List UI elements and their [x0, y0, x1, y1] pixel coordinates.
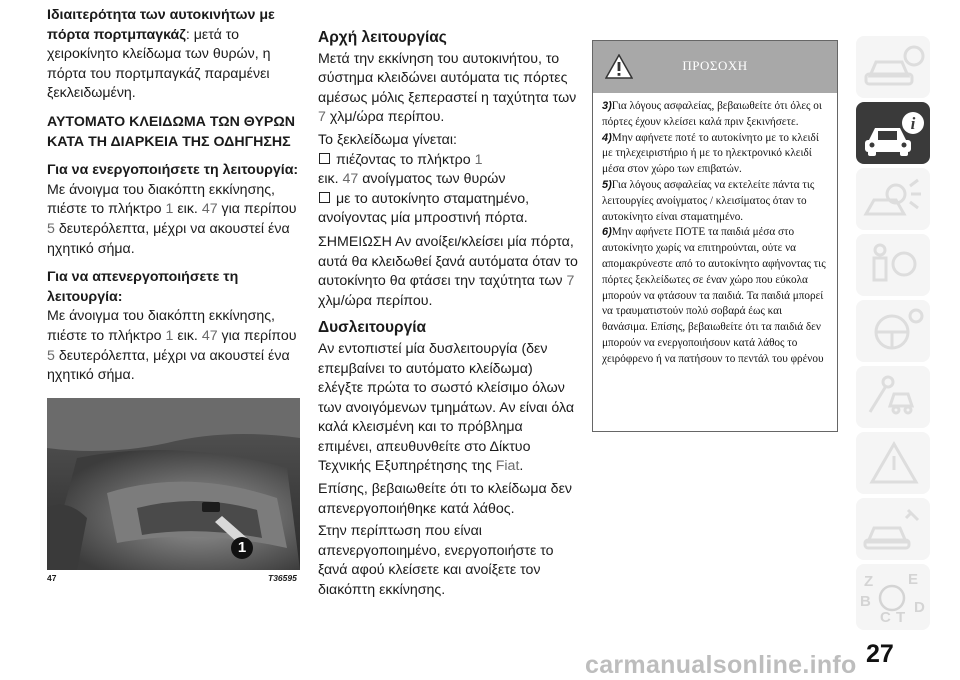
- fault-text: Αν εντοπιστεί μία δυσλειτουργία (δεν επεμβαίνει το αυτόματο κλείδωμα) ελέγξτε πρώτα το σωστό κλείσιμο όλων των ανοιγόμενων τμημάτων. Αν είναι όλα καλά κλεισμένη και το πρόβλημα επιμένει, απευθυνθείτε στο Δίκτυο Τεχνικής Εξυπηρέτησης της Fiat.: [318, 340, 575, 475]
- index-letters-icon: [856, 564, 930, 630]
- section-title: ΑΥΤΟΜΑΤΟ ΚΛΕΙΔΩΜΑ ΤΩΝ ΘΥΡΩΝ ΚΑΤΑ ΤΗ ΔΙΑΡΚΕΙΑ ΤΗΣ ΟΔΗΓΗΣΗΣ: [47, 113, 295, 150]
- check-text: Επίσης, βεβαιωθείτε ότι το κλείδωμα δεν απενεργοποιήθηκε κατά λάθος.: [318, 481, 572, 517]
- middle-column: [318, 28, 580, 601]
- left-column: [47, 6, 299, 386]
- principle-title: Αρχή λειτουργίας: [318, 29, 447, 46]
- bullet-button: πιέζοντας το πλήκτρο 1: [318, 151, 580, 171]
- warning-item: 3)Για λόγους ασφαλείας, βεβαιωθείτε ότι όλες οι πόρτες έχουν κλείσει καλά πριν ξεκινήσετε.: [602, 100, 822, 128]
- tab-car-lights[interactable]: [856, 168, 930, 230]
- tab-warning-car[interactable]: [856, 432, 930, 494]
- watermark: carmanualsonline.info: [585, 651, 857, 679]
- index-letter: C: [880, 609, 891, 626]
- tab-car-info[interactable]: [856, 36, 930, 98]
- bullet-door: με το αυτοκίνητο σταματημένο, ανοίγοντας μία μπροστινή πόρτα.: [318, 190, 530, 227]
- bullet-button-cont: εικ. 47 ανοίγματος των θυρών: [318, 171, 506, 188]
- intro-text: : μετά το χειροκίνητο κλείδωμα των θυρών, η πόρτα του πορτμπαγκάζ παραμένει ξεκλειδωμένη.: [47, 26, 271, 102]
- intro-paragraph: [47, 6, 299, 104]
- warning-box: [592, 40, 838, 432]
- tools-icon: [856, 366, 930, 428]
- index-letter: B: [860, 593, 871, 610]
- tab-dashboard[interactable]: [856, 300, 930, 362]
- warning-item: 4)Μην αφήνετε ποτέ το αυτοκίνητο με το κλειδί με τηλεχειριστήριο ή με το ηλεκτρονικό κλειδί μέσα στον χώρο των επιβατών.: [602, 131, 819, 176]
- lights-icon: [856, 168, 930, 230]
- warning-header: [593, 41, 837, 93]
- callout-1: 1: [237, 539, 247, 556]
- tab-car-controls[interactable]: [856, 102, 930, 164]
- intro-title: Ιδιαιτερότητα των αυτοκινήτων με πόρτα πορτμπαγκάζ: [47, 7, 275, 43]
- unlock-intro: Το ξεκλείδωμα γίνεται:: [318, 131, 457, 148]
- figure-code: T36595: [268, 573, 297, 583]
- tab-airbag[interactable]: [856, 234, 930, 296]
- tab-wrench-car[interactable]: [856, 498, 930, 560]
- deactivate-title: Για να απενεργοποιήσετε τη λειτουργία:: [47, 269, 239, 305]
- warning-car-icon: [856, 432, 930, 494]
- note-text: ΣΗΜΕΙΩΣΗ Αν ανοίξει/κλείσει μία πόρτα, αυτά θα κλειδωθεί ξανά αυτόματα όταν το αυτοκίνητο θα φτάσει την ταχύτητα των 7 χλμ/ώρα περίπου.: [318, 233, 578, 309]
- warning-item: 5)Για λόγους ασφαλείας να εκτελείτε πάντα τις λειτουργίες ανοίγματος / κλεισίματος όταν το αυτοκίνητο είναι σταματημένο.: [602, 178, 815, 223]
- tab-tools[interactable]: [856, 366, 930, 428]
- warning-item: 6)Μην αφήνετε ΠΟΤΕ τα παιδιά μέσα στο αυτοκίνητο χωρίς να επιτηρούνται, ούτε να απομακρύνεστε από το αυτοκίνητο αφήνοντας τις πόρτες ξεκλείδωτες σε έναν χώρο που εύκολα μπορούν να φτάσουν τα παιδιά. Τα παιδιά μπορεί να τραυματιστούν πολύ σοβαρά έως και θανάσιμα. Επίσης, βεβαιωθείτε ότι τα παιδιά δεν μπορούν να ενεργοποιήσουν κατά λάθος το χειρόφρενο ή να πατήσουν το πεντάλ του φρένου: [602, 226, 826, 365]
- principle-text: Μετά την εκκίνηση του αυτοκινήτου, το σύστημα κλειδώνει αυτόματα τις πόρτες αμέσως μόλις ξεπεραστεί η ταχύτητα των 7 χλμ/ώρα περίπου.: [318, 50, 577, 126]
- airbag-icon: [856, 234, 930, 296]
- index-letter: T: [896, 609, 906, 626]
- car-info-i-icon: [856, 102, 930, 164]
- deactivate-text: Με άνοιγμα του διακόπτη εκκίνησης, πιέστε το πλήκτρο 1 εικ. 47 για περίπου 5 δευτερόλεπτα, μέχρι να ακουστεί ένα ηχητικό σήμα.: [47, 308, 297, 384]
- steering-wheel-icon: [856, 300, 930, 362]
- activate-title: Για να ενεργοποιήσετε τη λειτουργία:: [47, 162, 299, 179]
- wrench-car-icon: [856, 498, 930, 560]
- case-text: Στην περίπτωση που είναι απενεργοποιημένο, ενεργοποιήστε το ξανά αφού κλείσετε και ανοίξετε τον διακόπτη εκκίνησης.: [318, 523, 554, 599]
- dashboard-photo: [47, 398, 300, 570]
- figure-number: 47: [47, 573, 57, 583]
- index-letter: Z: [864, 573, 874, 590]
- activate-text: Με άνοιγμα του διακόπτη εκκίνησης, πιέστε το πλήκτρο 1 εικ. 47 για περίπου 5 δευτερόλεπτα, μέχρι να ακουστεί ένα ηχητικό σήμα.: [47, 181, 297, 257]
- warning-body: [593, 99, 837, 368]
- tab-index[interactable]: [856, 564, 930, 630]
- fault-title: Δυσλειτουργία: [318, 319, 427, 337]
- svg-text:i: i: [910, 114, 916, 133]
- page-number: 27: [866, 640, 894, 668]
- index-letter: D: [914, 599, 925, 616]
- index-letter: E: [908, 571, 919, 588]
- warning-title: ΠΡΟΣΟΧΗ: [682, 58, 748, 73]
- car-info-icon: [856, 36, 930, 98]
- bullet-square-icon: [319, 153, 330, 164]
- bullet-square-icon: [319, 192, 330, 203]
